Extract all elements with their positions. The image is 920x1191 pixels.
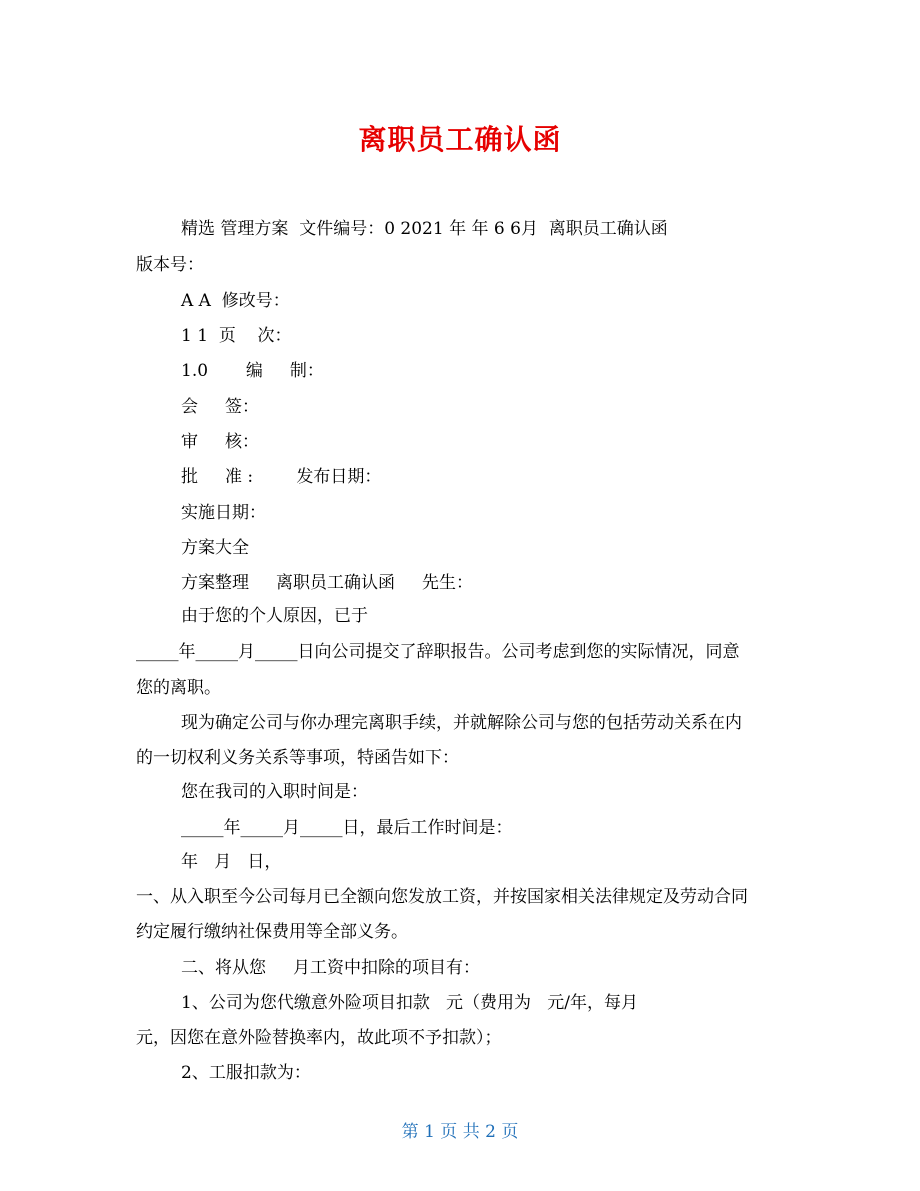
review-label: 审 核： (181, 432, 260, 452)
paragraph-line: 约定履行缴纳社保费用等全部义务。 (136, 922, 408, 942)
paragraph-line: 现为确定公司与你办理完离职手续，并就解除公司与您的包括劳动关系在内 (181, 713, 742, 733)
paragraph-line: 2、工服扣款为： (181, 1063, 311, 1083)
revision-label: A A 修改号： (181, 291, 290, 311)
version-label: 版本号： (136, 255, 204, 275)
document-title: 离职员工确认函 (358, 123, 562, 156)
paragraph-line: _____年_____月_____日向公司提交了辞职报告。公司考虑到您的实际情况，同意 (136, 642, 740, 662)
page-count-label: 1 1 页 次： (181, 326, 292, 346)
paragraph-line: 由于您的个人原因，已于 (181, 606, 368, 626)
page-footer: 第 1 页 共 2 页 (401, 1122, 519, 1142)
paragraph-line: 您在我司的入职时间是： (181, 782, 368, 802)
paragraph-line: 年 月 日， (181, 852, 282, 872)
effective-date-label: 实施日期： (181, 503, 266, 523)
paragraph-line: _____年_____月_____日，最后工作时间是： (181, 818, 513, 838)
author-label: 1.0 编 制： (181, 361, 324, 381)
paragraph-line: 您的离职。 (136, 678, 221, 698)
approve-label: 批 准 : 发布日期： (181, 467, 382, 487)
paragraph-line: 一、从入职至今公司每月已全额向您发放工资，并按国家相关法律规定及劳动合同 (136, 887, 748, 907)
paragraph-line: 方案大全 (181, 538, 249, 558)
paragraph-line: 元，因您在意外险替换率内，故此项不予扣款）； (136, 1028, 502, 1048)
paragraph-line: 二、将从您 月工资中扣除的项目有： (181, 958, 481, 978)
paragraph-line: 1、公司为您代缴意外险项目扣款 元（费用为 元/年，每月 (181, 993, 638, 1013)
countersign-label: 会 签： (181, 397, 260, 417)
header-meta-line: 精选 管理方案 文件编号：0 2021 年 年 6 6月 离职员工确认函 (181, 219, 668, 239)
paragraph-line: 的一切权利义务关系等事项，特函告如下： (136, 748, 459, 768)
paragraph-line: 方案整理 离职员工确认函 先生： (181, 573, 474, 593)
